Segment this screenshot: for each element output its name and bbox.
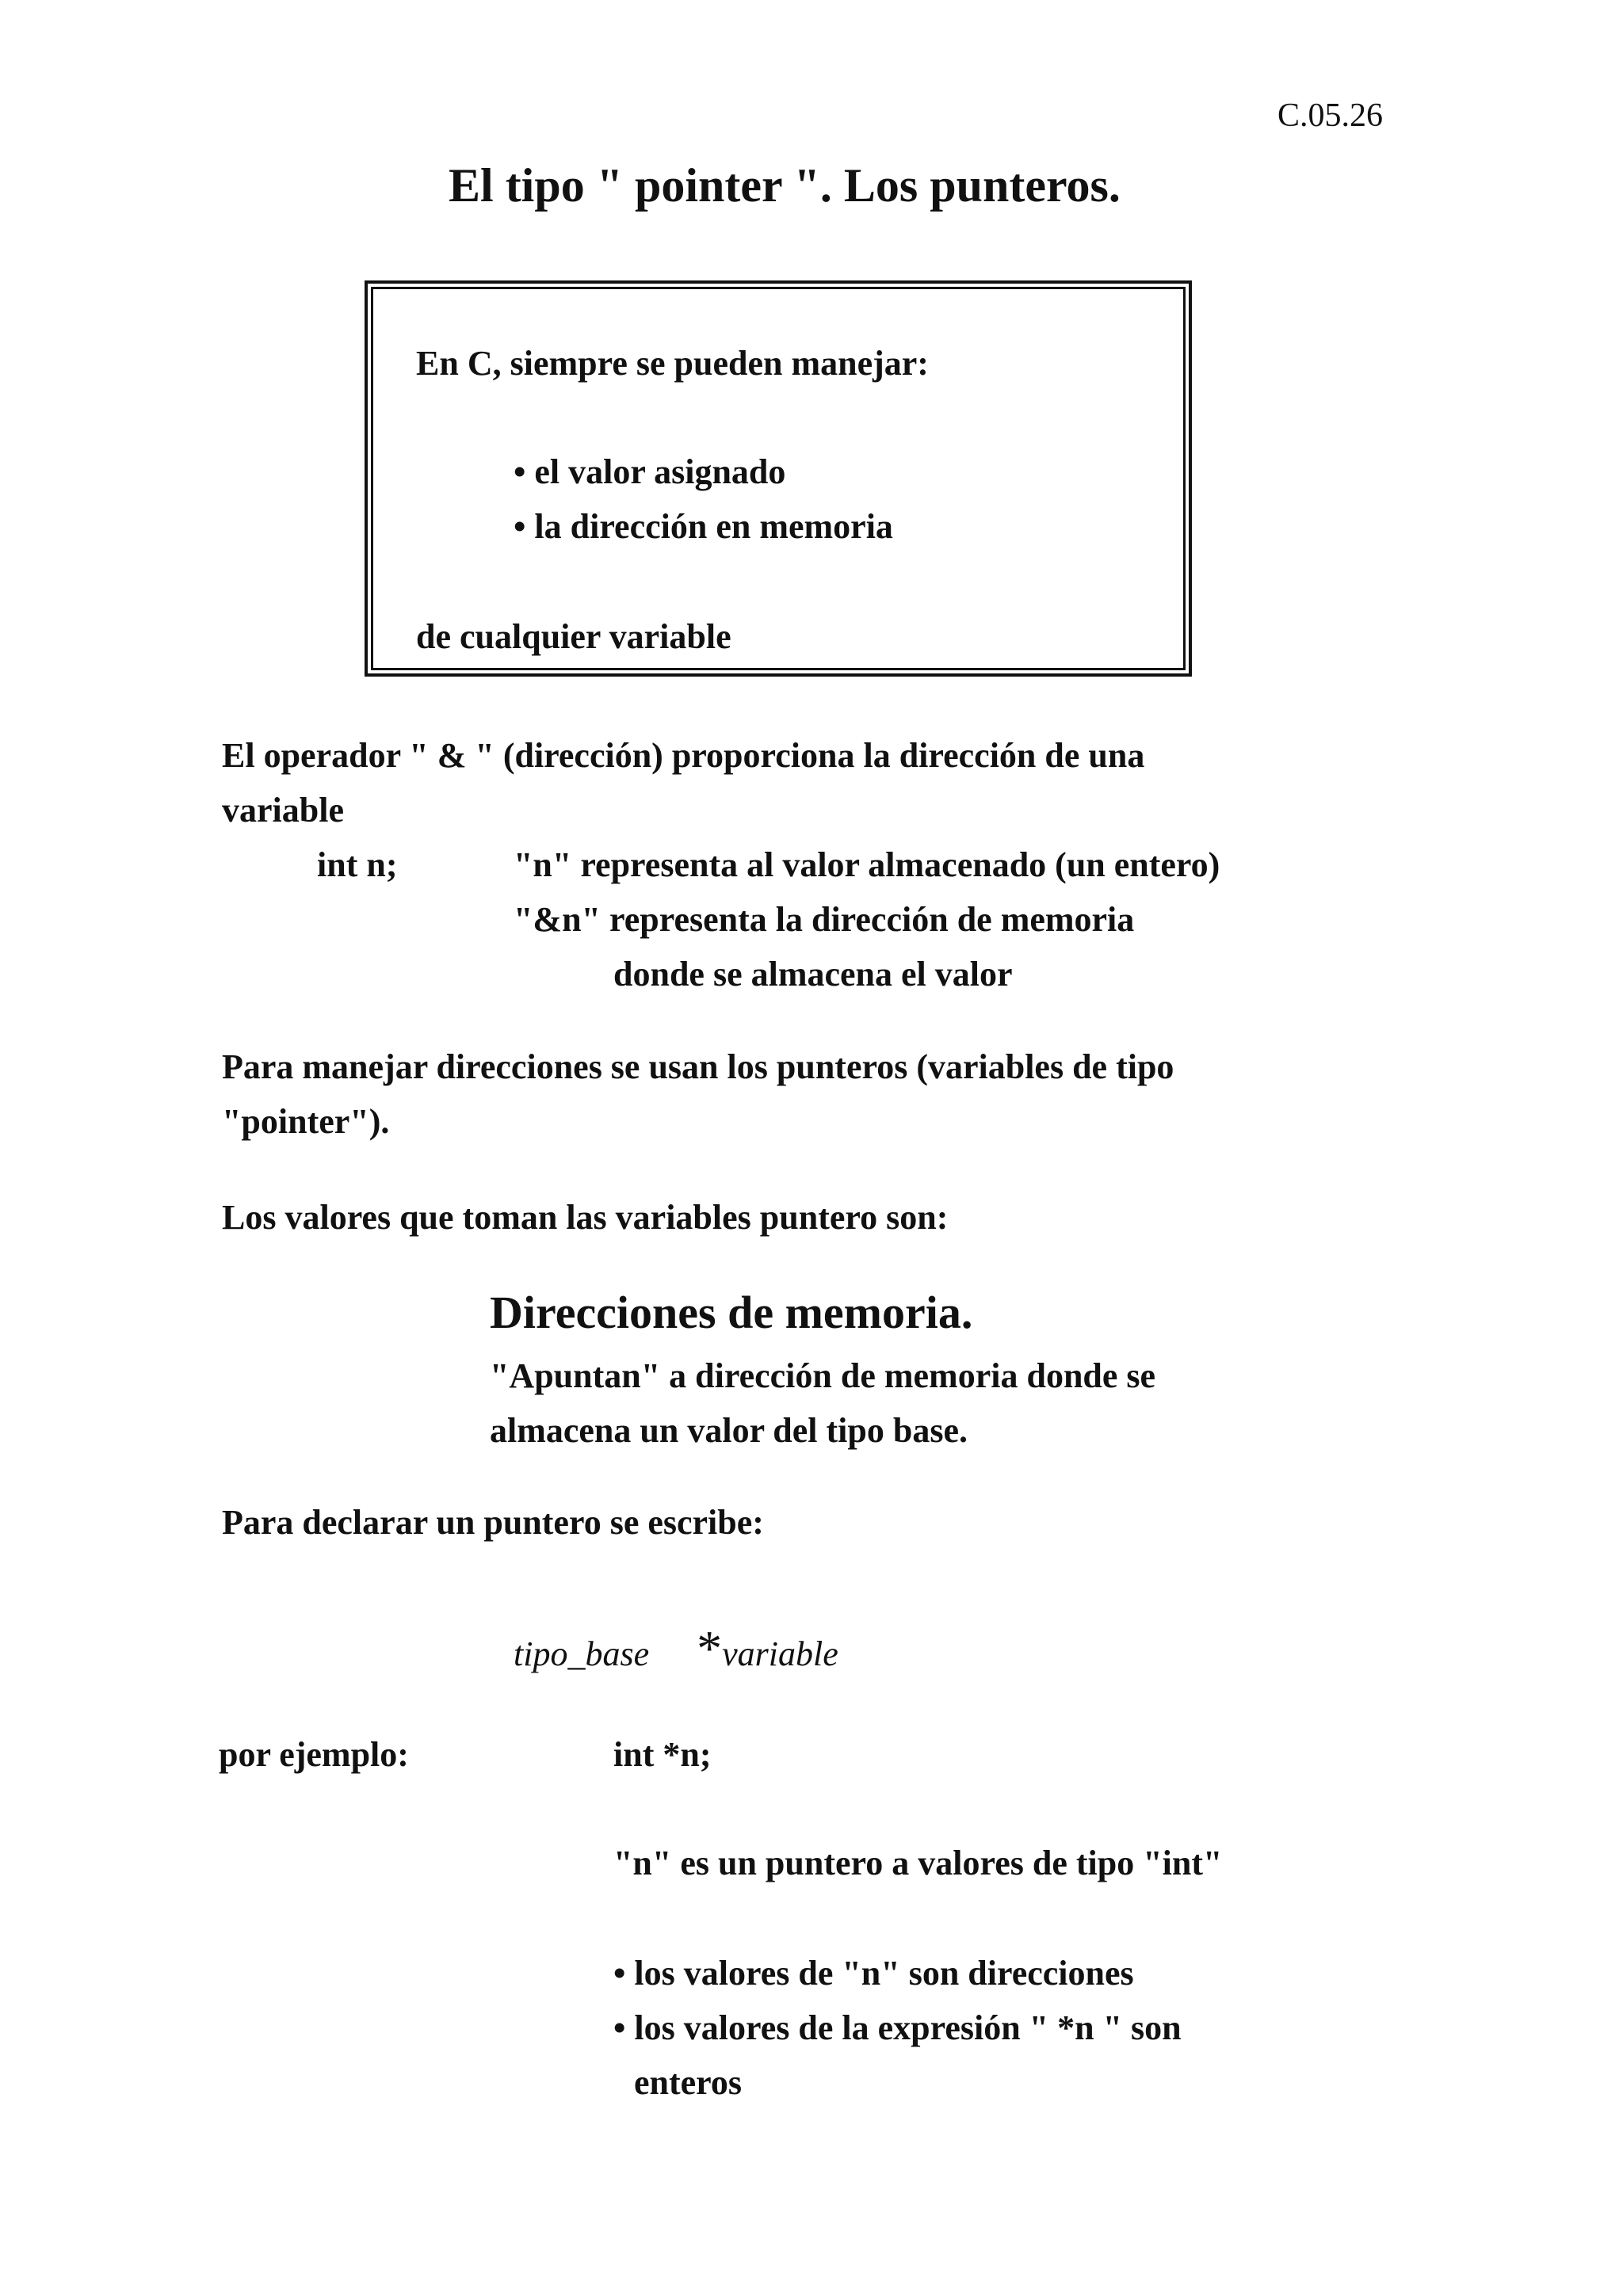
declare-variable: variable	[722, 1634, 838, 1673]
operator-desc-2: "&n" representa la dirección de memoria	[514, 900, 1135, 939]
pointers-line-1: Para manejar direcciones se usan los punteros (variables de tipo	[222, 1047, 1174, 1086]
values-line-1: "Apuntan" a dirección de memoria donde se	[490, 1356, 1156, 1395]
box-bullet-address: • la dirección en memoria	[514, 507, 893, 546]
operator-code: int n;	[317, 845, 398, 884]
box-bullet-value: • el valor asignado	[514, 452, 786, 491]
page-code: C.05.26	[1277, 97, 1384, 134]
operator-desc-1: "n" representa al valor almacenado (un entero)	[514, 845, 1220, 884]
example-bullet-2: • los valores de la expresión " *n " son	[613, 2008, 1182, 2047]
pointers-line-2: "pointer").	[222, 1102, 390, 1141]
example-code: int *n;	[613, 1735, 712, 1774]
operator-desc-3: donde se almacena el valor	[613, 955, 1013, 994]
values-heading: Direcciones de memoria.	[490, 1287, 973, 1338]
example-label: por ejemplo:	[219, 1735, 409, 1774]
declare-intro: Para declarar un puntero se escribe:	[222, 1503, 764, 1542]
box-closing: de cualquier variable	[416, 617, 731, 656]
example-bullet-1: • los valores de "n" son direcciones	[613, 1954, 1134, 1993]
declare-syntax	[514, 1620, 838, 1676]
declare-tipo-base: tipo_base	[514, 1634, 650, 1673]
operator-line-2: variable	[222, 791, 344, 830]
page-title: El tipo " pointer ". Los punteros.	[449, 159, 1121, 212]
example-desc: "n" es un puntero a valores de tipo "int"	[613, 1844, 1223, 1882]
example-bullet-2-cont: enteros	[634, 2063, 743, 2102]
values-intro: Los valores que toman las variables puntero son:	[222, 1198, 949, 1237]
values-line-2: almacena un valor del tipo base.	[490, 1411, 968, 1450]
declare-star: *	[697, 1620, 723, 1676]
box-intro: En C, siempre se pueden manejar:	[416, 344, 929, 383]
operator-line-1: El operador " & " (dirección) proporciona la dirección de una	[222, 736, 1145, 775]
